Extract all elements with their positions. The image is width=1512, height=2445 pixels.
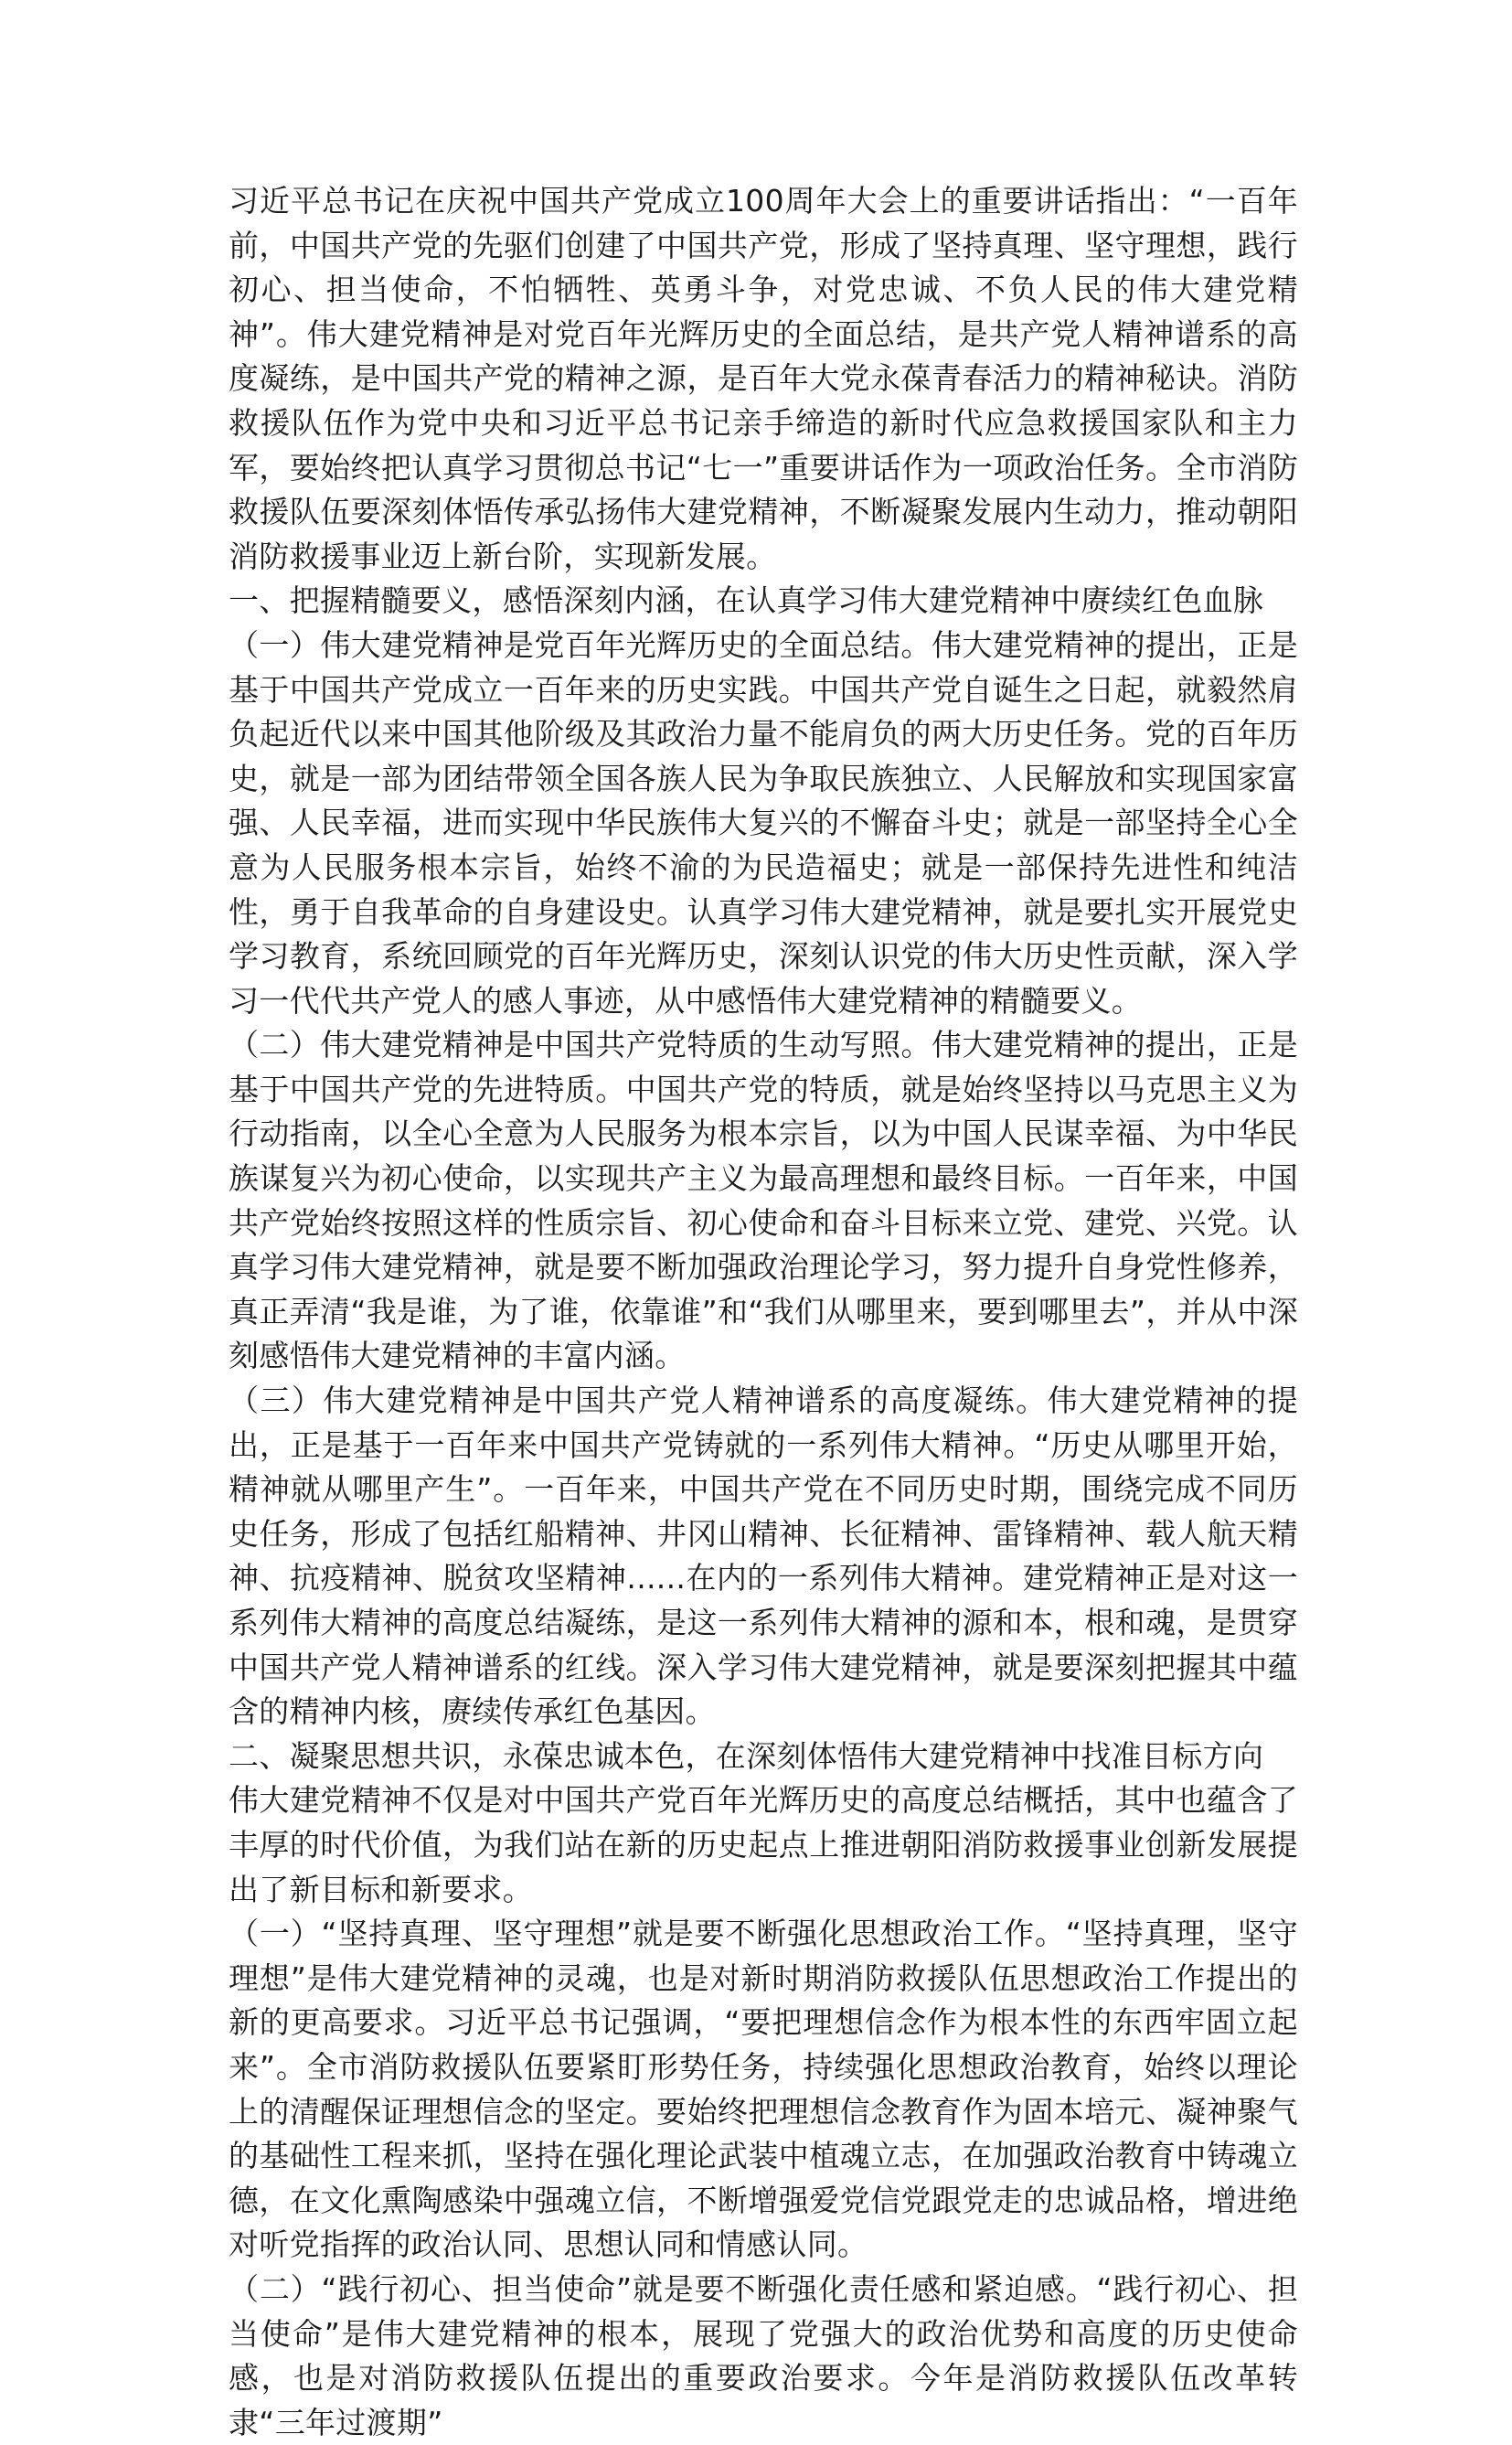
paragraph-1-3: （三）伟大建党精神是中国共产党人精神谱系的高度凝练。伟大建党精神的提出，正是基于一百年来中国共产党铸就的一系列伟大精神。“历史从哪里开始，精神就从哪里产生”。一百年来，中国共产党在不同历史时期，围绕完成不同历史任务，形成了包括红船精神、井冈山精神、长征精神、雷锋精神、载人航天精神、抗疫精神、脱贫攻坚精神......在内的一系列伟大精神。建党精神正是对这一系列伟大精神的高度总结凝练，是这一系列伟大精神的源和本，根和魂，是贯穿中国共产党人精神谱系的红线。深入学习伟大建党精神，就是要深刻把握其中蕴含的精神内核，赓续传承红色基因。 — [229, 1383, 1298, 1730]
document-body — [229, 179, 1298, 2445]
section-2-intro: 伟大建党精神不仅是对中国共产党百年光辉历史的高度总结概括，其中也蕴含了丰厚的时代价值，为我们站在新的历史起点上推进朝阳消防救援事业创新发展提出了新目标和新要求。 — [229, 1782, 1298, 1907]
paragraph-2-1: （一）“坚持真理、坚守理想”就是要不断强化思想政治工作。“坚持真理，坚守理想”是伟大建党精神的灵魂，也是对新时期消防救援队伍思想政治工作提出的新的更高要求。习近平总书记强调，“要把理想信念作为根本性的东西牢固立起来”。全市消防救援队伍要紧盯形势任务，持续强化思想政治教育，始终以理论上的清醒保证理想信念的坚定。要始终把理想信念教育作为固本培元、凝神聚气的基础性工程来抓，坚持在强化理论武装中植魂立志，在加强政治教育中铸魂立德，在文化熏陶感染中强魂立信，不断增强爱党信党跟党走的忠诚品格，增进绝对听党指挥的政治认同、思想认同和情感认同。 — [229, 1916, 1298, 2263]
paragraph-1-2: （二）伟大建党精神是中国共产党特质的生动写照。伟大建党精神的提出，正是基于中国共产党的先进特质。中国共产党的特质，就是始终坚持以马克思主义为行动指南，以全心全意为人民服务为根本宗旨，以为中国人民谋幸福、为中华民族谋复兴为初心使命，以实现共产主义为最高理想和最终目标。一百年来，中国共产党始终按照这样的性质宗旨、初心使命和奋斗目标来立党、建党、兴党。认真学习伟大建党精神，就是要不断加强政治理论学习，努力提升自身党性修养，真正弄清“我是谁，为了谁，依靠谁”和“我们从哪里来，要到哪里去”，并从中深刻感悟伟大建党精神的丰富内涵。 — [229, 1027, 1298, 1374]
paragraph-1-1: （一）伟大建党精神是党百年光辉历史的全面总结。伟大建党精神的提出，正是基于中国共产党成立一百年来的历史实践。中国共产党自诞生之日起，就毅然肩负起近代以来中国其他阶级及其政治力量不能肩负的两大历史任务。党的百年历史，就是一部为团结带领全国各族人民为争取民族独立、人民解放和实现国家富强、人民幸福，进而实现中华民族伟大复兴的不懈奋斗史；就是一部坚持全心全意为人民服务根本宗旨，始终不渝的为民造福史；就是一部保持先进性和纯洁性，勇于自我革命的自身建设史。认真学习伟大建党精神，就是要扎实开展党史学习教育，系统回顾党的百年光辉历史，深刻认识党的伟大历史性贡献，深入学习一代代共产党人的感人事迹，从中感悟伟大建党精神的精髓要义。 — [229, 626, 1298, 1019]
intro-paragraph: 习近平总书记在庆祝中国共产党成立100周年大会上的重要讲话指出：“一百年前，中国共产党的先驱们创建了中国共产党，形成了坚持真理、坚守理想，践行初心、担当使命，不怕牺牲、英勇斗争，对党忠诚、不负人民的伟大建党精神”。伟大建党精神是对党百年光辉历史的全面总结，是共产党人精神谱系的高度凝练，是中国共产党的精神之源，是百年大党永葆青春活力的精神秘诀。消防救援队伍作为党中央和习近平总书记亲手缔造的新时代应急救援国家队和主力军，要始终把认真学习贯彻总书记“七一”重要讲话作为一项政治任务。全市消防救援队伍要深刻体悟传承弘扬伟大建党精神，不断凝聚发展内生动力，推动朝阳消防救援事业迈上新台阶，实现新发展。 — [229, 183, 1298, 574]
section-heading-2: 二、凝聚思想共识，永葆忠诚本色，在深刻体悟伟大建党精神中找准目标方向 — [229, 1737, 1264, 1774]
paragraph-2-2: （二）“践行初心、担当使命”就是要不断强化责任感和紧迫感。“践行初心、担当使命”是伟大建党精神的根本，展现了党强大的政治优势和高度的历史使命感，也是对消防救援队伍提出的重要政治要求。今年是消防救援队伍改革转隶“三年过渡期” — [229, 2270, 1298, 2440]
section-heading-1: 一、把握精髓要义，感悟深刻内涵，在认真学习伟大建党精神中赓续红色血脉 — [229, 582, 1264, 619]
